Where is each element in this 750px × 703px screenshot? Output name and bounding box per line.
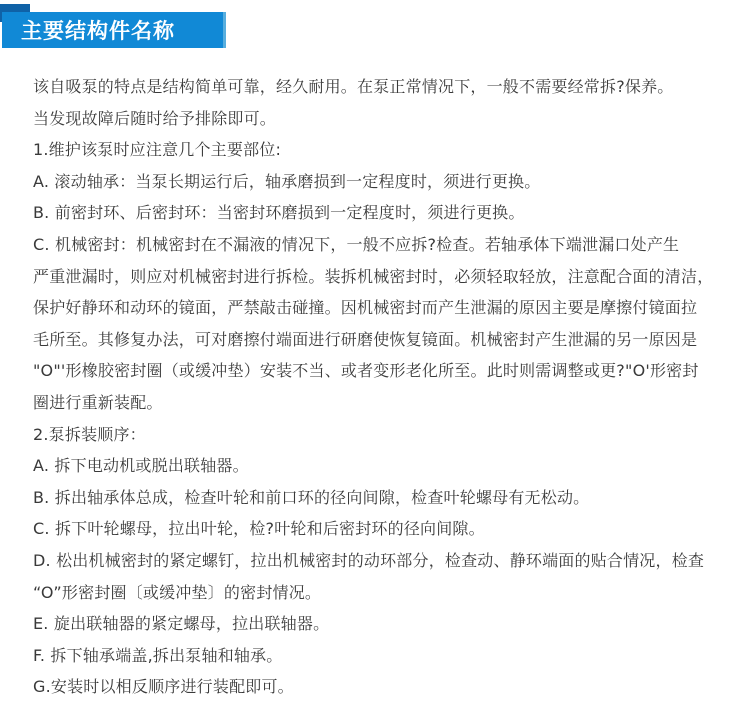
text-line: 当发现故障后随时给予排除即可。 [33,108,277,128]
text-line: F. 拆下轴承端盖,拆出泵轴和轴承。 [33,645,283,665]
text-line: 1.维护该泵时应注意几个主要部位: [33,140,282,160]
section-header [0,0,750,48]
text-line: D. 松出机械密封的紧定螺钉，拉出机械密封的动环部分，检查动、静环端面的贴合情况，检查 [33,550,705,570]
text-line: C. 机械密封：机械密封在不漏液的情况下，一般不应拆?检查。若轴承体下端泄漏口处产生 [33,234,680,254]
body-text [0,71,750,703]
text-line: 保护好静环和动环的镜面，严禁敲击碰撞。因机械密封而产生泄漏的原因主要是摩擦付镜面拉 [33,298,698,318]
header-banner [2,12,226,48]
text-line: 该自吸泵的特点是结构简单可靠，经久耐用。在泵正常情况下，一般不需要经常拆?保养。 [33,77,674,96]
page-title: 主要结构件名称 [21,19,175,43]
text-line: B. 前密封环、后密封环：当密封环磨损到一定程度时，须进行更换。 [33,203,525,223]
text-line: G.安装时以相反顺序进行装配即可。 [33,677,294,697]
text-line: 严重泄漏时，则应对机械密封进行拆检。装拆机械密封时，必须轻取轻放，注意配合面的清洁， [33,266,714,286]
text-line: A. 拆下电动机或脱出联轴器。 [33,456,249,476]
text-line: 毛所至。其修复办法，可对磨擦付端面进行研磨使恢复镜面。机械密封产生泄漏的另一原因是 [33,329,698,349]
text-line: 2.泵拆装顺序： [33,424,146,444]
text-line: 圈进行重新装配。 [33,392,163,412]
text-line: C. 拆下叶轮螺母，拉出叶轮，检?叶轮和后密封环的径向间隙。 [33,519,485,539]
text-line: A. 滚动轴承：当泵长期运行后，轴承磨损到一定程度时，须进行更换。 [33,171,541,191]
text-line: “O”形密封圈〔或缓冲垫〕的密封情况。 [33,582,322,602]
text-line: B. 拆出轴承体总成，检查叶轮和前口环的径向间隙，检查叶轮螺母有无松动。 [33,487,590,507]
text-line: E. 旋出联轴器的紧定螺母，拉出联轴器。 [33,614,330,634]
text-line: "O"'形橡胶密封圈（或缓冲垫）安装不当、或者变形老化所至。此时则需调整或更?"O'形密封 [33,361,699,381]
